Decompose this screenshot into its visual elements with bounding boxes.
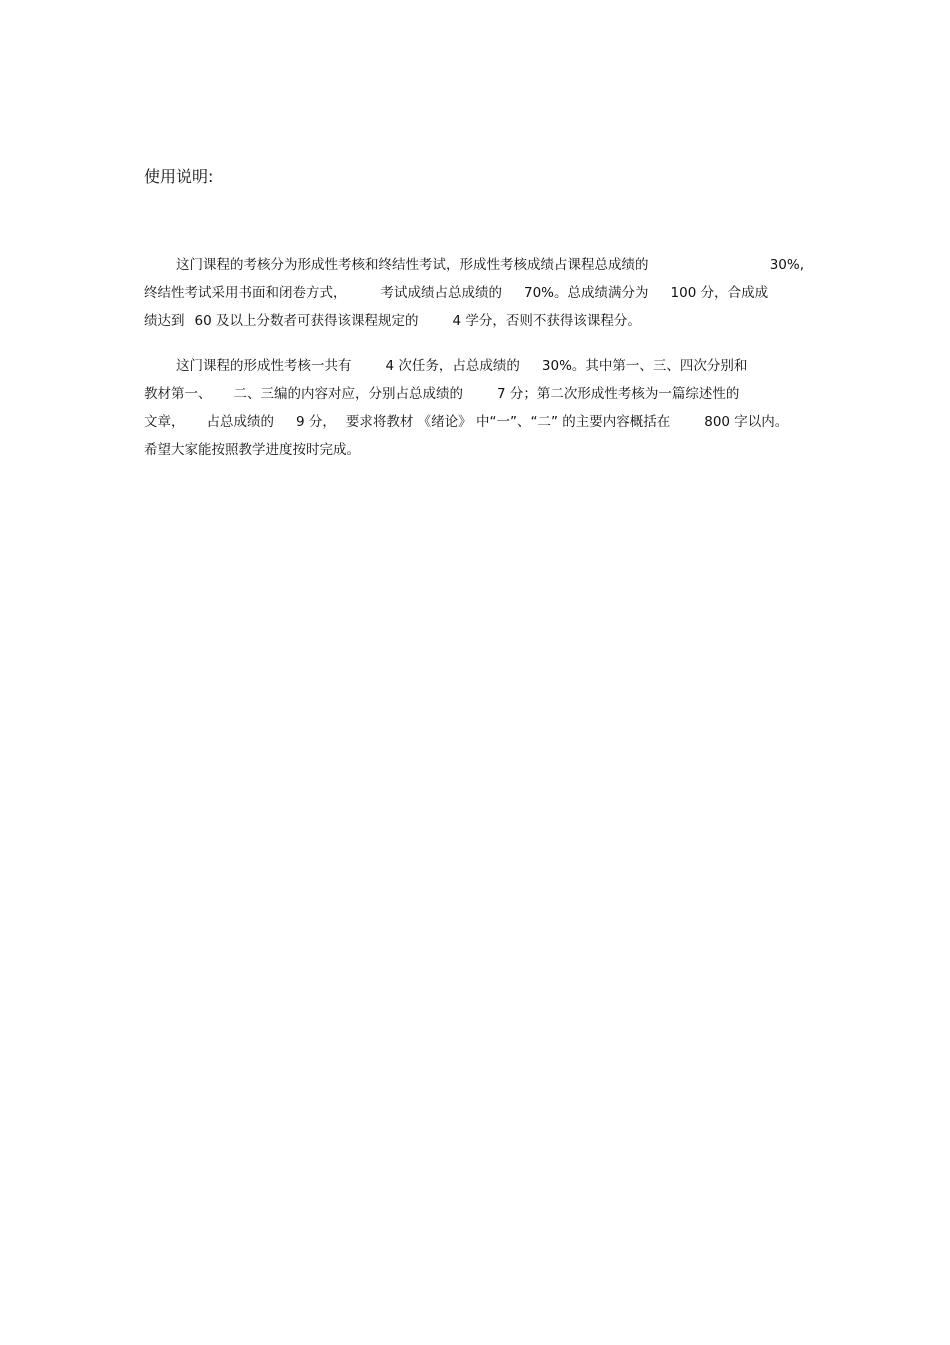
text-line (144, 251, 804, 279)
paragraph-assessment-overview (144, 251, 804, 335)
text-run: 800 字以内。 (704, 414, 789, 430)
text-line (144, 307, 804, 335)
page-title: 使用说明: (144, 167, 214, 186)
text-run: 这门课程的考核分为形成性考核和终结性考试，形成性考核成绩占课程总成绩的 (176, 257, 649, 273)
text-run: 终结性考试采用书面和闭卷方式， (144, 285, 347, 301)
text-run: 二、三编的内容对应，分别占总成绩的 (233, 386, 463, 402)
text-run: 30%, (769, 257, 804, 273)
text-line (144, 380, 804, 408)
text-line (144, 352, 804, 380)
text-line (144, 279, 804, 307)
text-line (144, 408, 804, 436)
text-run: 考试成绩占总成绩的 (380, 285, 502, 301)
text-run: 70%。总成绩满分为 (524, 285, 649, 301)
text-line (144, 436, 804, 464)
paragraph-formative-assessment (144, 352, 804, 464)
text-run: 希望大家能按照教学进度按时完成。 (144, 442, 360, 458)
text-run: 7 分；第二次形成性考核为一篇综述性的 (497, 386, 740, 402)
text-run: 100 分，合成成 (670, 285, 769, 301)
text-run: 4 学分，否则不获得该课程分。 (452, 313, 641, 329)
text-run: 9 分， (296, 414, 336, 430)
text-run: 要求将教材 《绪论》 中“一”、“二” 的主要内容概括在 (345, 414, 671, 430)
text-run: 绩达到 (144, 313, 185, 329)
text-run: 占总成绩的 (206, 414, 274, 430)
text-run: 4 次任务，占总成绩的 (385, 358, 520, 374)
text-run: 60 及以上分数者可获得该课程规定的 (194, 313, 419, 329)
text-run: 30%。其中第一、三、四次分别和 (541, 358, 748, 374)
text-run: 文章， (144, 414, 185, 430)
text-run: 教材第一、 (144, 386, 212, 402)
text-run: 这门课程的形成性考核一共有 (176, 358, 352, 374)
